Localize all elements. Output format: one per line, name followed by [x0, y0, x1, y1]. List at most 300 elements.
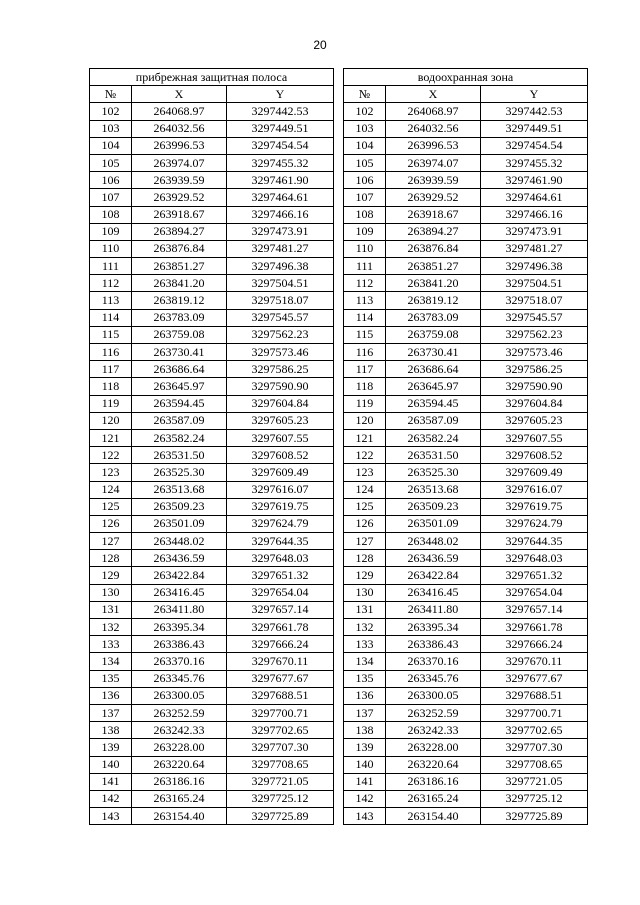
table-row	[344, 326, 588, 343]
table-row	[90, 240, 334, 257]
x-coordinate-cell: 263851.27	[132, 258, 227, 275]
point-number-cell: 139	[344, 739, 386, 756]
point-number-cell: 129	[90, 567, 132, 584]
x-coordinate-cell: 263929.52	[132, 189, 227, 206]
x-coordinate-cell: 263386.43	[386, 636, 481, 653]
point-number-cell: 132	[344, 619, 386, 636]
table-row	[90, 344, 334, 361]
y-coordinate-cell: 3297604.84	[481, 395, 588, 412]
x-coordinate-cell: 263587.09	[132, 412, 227, 429]
table-row	[90, 189, 334, 206]
point-number-cell: 124	[344, 481, 386, 498]
table-row	[344, 412, 588, 429]
y-coordinate-cell: 3297644.35	[481, 533, 588, 550]
point-number-cell: 134	[90, 653, 132, 670]
x-coordinate-cell: 263395.34	[386, 619, 481, 636]
x-coordinate-cell: 263531.50	[132, 447, 227, 464]
table-row	[90, 756, 334, 773]
x-coordinate-cell: 263448.02	[132, 533, 227, 550]
y-coordinate-cell: 3297666.24	[227, 636, 334, 653]
x-coordinate-cell: 263186.16	[386, 773, 481, 790]
point-number-cell: 131	[344, 601, 386, 618]
x-coordinate-cell: 263759.08	[386, 326, 481, 343]
table-row	[344, 464, 588, 481]
x-coordinate-cell: 263939.59	[386, 172, 481, 189]
x-coordinate-cell: 263894.27	[132, 223, 227, 240]
x-coordinate-cell: 263531.50	[386, 447, 481, 464]
table-row	[90, 533, 334, 550]
x-coordinate-cell: 263345.76	[132, 670, 227, 687]
y-coordinate-cell: 3297648.03	[227, 550, 334, 567]
table-row	[90, 653, 334, 670]
x-coordinate-cell: 263929.52	[386, 189, 481, 206]
point-number-cell: 138	[90, 722, 132, 739]
y-coordinate-cell: 3297609.49	[227, 464, 334, 481]
y-coordinate-cell: 3297590.90	[227, 378, 334, 395]
table-row	[344, 378, 588, 395]
y-coordinate-cell: 3297654.04	[227, 584, 334, 601]
table-row	[90, 515, 334, 532]
point-number-cell: 135	[344, 670, 386, 687]
table-row	[90, 258, 334, 275]
y-coordinate-cell: 3297666.24	[481, 636, 588, 653]
y-coordinate-cell: 3297449.51	[227, 120, 334, 137]
table-row	[344, 189, 588, 206]
table-row	[344, 687, 588, 704]
table-row	[90, 808, 334, 825]
point-number-cell: 102	[344, 103, 386, 120]
table-title: водоохранная зона	[344, 69, 588, 86]
x-coordinate-cell: 263422.84	[386, 567, 481, 584]
column-header-y: Y	[227, 86, 334, 103]
y-coordinate-cell: 3297605.23	[481, 412, 588, 429]
point-number-cell: 111	[344, 258, 386, 275]
table-row	[344, 773, 588, 790]
table-row	[90, 172, 334, 189]
point-number-cell: 112	[344, 275, 386, 292]
table-row	[90, 292, 334, 309]
y-coordinate-cell: 3297670.11	[227, 653, 334, 670]
y-coordinate-cell: 3297481.27	[481, 240, 588, 257]
y-coordinate-cell: 3297707.30	[227, 739, 334, 756]
table-row	[90, 636, 334, 653]
x-coordinate-cell: 263686.64	[132, 361, 227, 378]
table-row	[90, 103, 334, 120]
table-row	[90, 687, 334, 704]
point-number-cell: 119	[344, 395, 386, 412]
table-row	[344, 756, 588, 773]
x-coordinate-cell: 263436.59	[386, 550, 481, 567]
y-coordinate-cell: 3297708.65	[481, 756, 588, 773]
point-number-cell: 139	[90, 739, 132, 756]
y-coordinate-cell: 3297651.32	[481, 567, 588, 584]
y-coordinate-cell: 3297688.51	[481, 687, 588, 704]
y-coordinate-cell: 3297466.16	[481, 206, 588, 223]
x-coordinate-cell: 263918.67	[132, 206, 227, 223]
table-row	[90, 361, 334, 378]
point-number-cell: 138	[344, 722, 386, 739]
table-row	[90, 722, 334, 739]
y-coordinate-cell: 3297648.03	[481, 550, 588, 567]
y-coordinate-cell: 3297464.61	[481, 189, 588, 206]
point-number-cell: 105	[344, 154, 386, 171]
table-row	[344, 498, 588, 515]
point-number-cell: 133	[344, 636, 386, 653]
x-coordinate-cell: 263594.45	[386, 395, 481, 412]
y-coordinate-cell: 3297455.32	[481, 154, 588, 171]
y-coordinate-cell: 3297590.90	[481, 378, 588, 395]
y-coordinate-cell: 3297700.71	[481, 704, 588, 721]
x-coordinate-cell: 263422.84	[132, 567, 227, 584]
table-row	[344, 739, 588, 756]
y-coordinate-cell: 3297661.78	[227, 619, 334, 636]
y-coordinate-cell: 3297573.46	[481, 344, 588, 361]
y-coordinate-cell: 3297661.78	[481, 619, 588, 636]
x-coordinate-cell: 263582.24	[132, 429, 227, 446]
table-row	[90, 550, 334, 567]
x-coordinate-cell: 263436.59	[132, 550, 227, 567]
table-row	[344, 447, 588, 464]
table-row	[90, 378, 334, 395]
y-coordinate-cell: 3297518.07	[227, 292, 334, 309]
table-row	[344, 619, 588, 636]
point-number-cell: 136	[344, 687, 386, 704]
x-coordinate-cell: 263228.00	[132, 739, 227, 756]
x-coordinate-cell: 263525.30	[132, 464, 227, 481]
y-coordinate-cell: 3297721.05	[481, 773, 588, 790]
x-coordinate-cell: 263154.40	[386, 808, 481, 825]
point-number-cell: 127	[344, 533, 386, 550]
point-number-cell: 120	[344, 412, 386, 429]
x-coordinate-cell: 263370.16	[132, 653, 227, 670]
point-number-cell: 130	[344, 584, 386, 601]
y-coordinate-cell: 3297707.30	[481, 739, 588, 756]
y-coordinate-cell: 3297624.79	[227, 515, 334, 532]
point-number-cell: 126	[90, 515, 132, 532]
y-coordinate-cell: 3297702.65	[481, 722, 588, 739]
table-row	[90, 206, 334, 223]
table-row	[90, 412, 334, 429]
table-row	[90, 670, 334, 687]
x-coordinate-cell: 263501.09	[132, 515, 227, 532]
x-coordinate-cell: 263228.00	[386, 739, 481, 756]
table-row	[344, 722, 588, 739]
x-coordinate-cell: 263759.08	[132, 326, 227, 343]
table-row	[90, 154, 334, 171]
point-number-cell: 119	[90, 395, 132, 412]
point-number-cell: 111	[90, 258, 132, 275]
x-coordinate-cell: 263730.41	[386, 344, 481, 361]
x-coordinate-cell: 263386.43	[132, 636, 227, 653]
point-number-cell: 123	[344, 464, 386, 481]
y-coordinate-cell: 3297651.32	[227, 567, 334, 584]
table-row	[344, 361, 588, 378]
point-number-cell: 122	[90, 447, 132, 464]
y-coordinate-cell: 3297677.67	[227, 670, 334, 687]
y-coordinate-cell: 3297455.32	[227, 154, 334, 171]
y-coordinate-cell: 3297545.57	[481, 309, 588, 326]
x-coordinate-cell: 263819.12	[132, 292, 227, 309]
point-number-cell: 142	[90, 790, 132, 807]
y-coordinate-cell: 3297473.91	[481, 223, 588, 240]
point-number-cell: 122	[344, 447, 386, 464]
table-row	[344, 292, 588, 309]
x-coordinate-cell: 263370.16	[386, 653, 481, 670]
point-number-cell: 123	[90, 464, 132, 481]
point-number-cell: 115	[344, 326, 386, 343]
x-coordinate-cell: 263509.23	[132, 498, 227, 515]
table-row	[344, 344, 588, 361]
point-number-cell: 136	[90, 687, 132, 704]
x-coordinate-cell: 263841.20	[386, 275, 481, 292]
table-row	[90, 326, 334, 343]
table-row	[344, 584, 588, 601]
x-coordinate-cell: 263918.67	[386, 206, 481, 223]
y-coordinate-cell: 3297461.90	[227, 172, 334, 189]
y-coordinate-cell: 3297573.46	[227, 344, 334, 361]
table-row	[344, 206, 588, 223]
column-header-number: №	[90, 86, 132, 103]
table-row	[344, 172, 588, 189]
x-coordinate-cell: 263252.59	[386, 704, 481, 721]
point-number-cell: 140	[344, 756, 386, 773]
y-coordinate-cell: 3297442.53	[227, 103, 334, 120]
x-coordinate-cell: 263525.30	[386, 464, 481, 481]
point-number-cell: 143	[90, 808, 132, 825]
x-coordinate-cell: 263416.45	[132, 584, 227, 601]
y-coordinate-cell: 3297657.14	[481, 601, 588, 618]
point-number-cell: 129	[344, 567, 386, 584]
point-number-cell: 133	[90, 636, 132, 653]
y-coordinate-cell: 3297449.51	[481, 120, 588, 137]
x-coordinate-cell: 263501.09	[386, 515, 481, 532]
point-number-cell: 125	[344, 498, 386, 515]
x-coordinate-cell: 263851.27	[386, 258, 481, 275]
table-row	[344, 223, 588, 240]
y-coordinate-cell: 3297504.51	[227, 275, 334, 292]
table-row	[344, 240, 588, 257]
table-row	[344, 258, 588, 275]
x-coordinate-cell: 263894.27	[386, 223, 481, 240]
coastal-protection-strip-table	[89, 68, 334, 825]
x-coordinate-cell: 263582.24	[386, 429, 481, 446]
y-coordinate-cell: 3297466.16	[227, 206, 334, 223]
table-row	[344, 120, 588, 137]
x-coordinate-cell: 263252.59	[132, 704, 227, 721]
x-coordinate-cell: 263587.09	[386, 412, 481, 429]
point-number-cell: 105	[90, 154, 132, 171]
table-row	[90, 223, 334, 240]
table-row	[344, 137, 588, 154]
point-number-cell: 104	[344, 137, 386, 154]
y-coordinate-cell: 3297619.75	[227, 498, 334, 515]
y-coordinate-cell: 3297504.51	[481, 275, 588, 292]
table-row	[90, 275, 334, 292]
point-number-cell: 142	[344, 790, 386, 807]
table-row	[344, 515, 588, 532]
point-number-cell: 115	[90, 326, 132, 343]
table-row	[90, 447, 334, 464]
point-number-cell: 121	[90, 429, 132, 446]
point-number-cell: 110	[344, 240, 386, 257]
y-coordinate-cell: 3297545.57	[227, 309, 334, 326]
x-coordinate-cell: 263783.09	[132, 309, 227, 326]
point-number-cell: 103	[90, 120, 132, 137]
point-number-cell: 137	[344, 704, 386, 721]
y-coordinate-cell: 3297725.89	[481, 808, 588, 825]
y-coordinate-cell: 3297473.91	[227, 223, 334, 240]
point-number-cell: 126	[344, 515, 386, 532]
point-number-cell: 120	[90, 412, 132, 429]
x-coordinate-cell: 263345.76	[386, 670, 481, 687]
table-title: прибрежная защитная полоса	[90, 69, 334, 86]
point-number-cell: 124	[90, 481, 132, 498]
table-row	[344, 790, 588, 807]
point-number-cell: 141	[90, 773, 132, 790]
y-coordinate-cell: 3297604.84	[227, 395, 334, 412]
page-number: 20	[313, 38, 327, 52]
y-coordinate-cell: 3297609.49	[481, 464, 588, 481]
table-row	[90, 619, 334, 636]
y-coordinate-cell: 3297518.07	[481, 292, 588, 309]
table-row	[344, 275, 588, 292]
y-coordinate-cell: 3297616.07	[227, 481, 334, 498]
x-coordinate-cell: 263996.53	[386, 137, 481, 154]
x-coordinate-cell: 264032.56	[132, 120, 227, 137]
x-coordinate-cell: 263186.16	[132, 773, 227, 790]
point-number-cell: 114	[344, 309, 386, 326]
table-row	[90, 739, 334, 756]
y-coordinate-cell: 3297725.12	[227, 790, 334, 807]
point-number-cell: 132	[90, 619, 132, 636]
y-coordinate-cell: 3297586.25	[481, 361, 588, 378]
y-coordinate-cell: 3297608.52	[227, 447, 334, 464]
point-number-cell: 103	[344, 120, 386, 137]
x-coordinate-cell: 263411.80	[132, 601, 227, 618]
x-coordinate-cell: 263876.84	[386, 240, 481, 257]
table-row	[344, 636, 588, 653]
point-number-cell: 109	[90, 223, 132, 240]
y-coordinate-cell: 3297562.23	[227, 326, 334, 343]
point-number-cell: 106	[344, 172, 386, 189]
y-coordinate-cell: 3297624.79	[481, 515, 588, 532]
point-number-cell: 128	[90, 550, 132, 567]
y-coordinate-cell: 3297496.38	[227, 258, 334, 275]
y-coordinate-cell: 3297644.35	[227, 533, 334, 550]
x-coordinate-cell: 263783.09	[386, 309, 481, 326]
y-coordinate-cell: 3297461.90	[481, 172, 588, 189]
y-coordinate-cell: 3297688.51	[227, 687, 334, 704]
point-number-cell: 135	[90, 670, 132, 687]
y-coordinate-cell: 3297496.38	[481, 258, 588, 275]
point-number-cell: 116	[90, 344, 132, 361]
point-number-cell: 104	[90, 137, 132, 154]
table-row	[344, 704, 588, 721]
x-coordinate-cell: 263165.24	[132, 790, 227, 807]
table-row	[90, 137, 334, 154]
table-row	[90, 704, 334, 721]
table-row	[344, 601, 588, 618]
point-number-cell: 110	[90, 240, 132, 257]
point-number-cell: 113	[344, 292, 386, 309]
x-coordinate-cell: 263513.68	[132, 481, 227, 498]
table-row	[90, 601, 334, 618]
y-coordinate-cell: 3297442.53	[481, 103, 588, 120]
point-number-cell: 141	[344, 773, 386, 790]
y-coordinate-cell: 3297607.55	[227, 429, 334, 446]
x-coordinate-cell: 263416.45	[386, 584, 481, 601]
y-coordinate-cell: 3297677.67	[481, 670, 588, 687]
x-coordinate-cell: 263819.12	[386, 292, 481, 309]
point-number-cell: 125	[90, 498, 132, 515]
table-row	[90, 309, 334, 326]
x-coordinate-cell: 263876.84	[132, 240, 227, 257]
point-number-cell: 108	[90, 206, 132, 223]
column-header-x: X	[386, 86, 481, 103]
x-coordinate-cell: 263841.20	[132, 275, 227, 292]
x-coordinate-cell: 263513.68	[386, 481, 481, 498]
table-row	[344, 154, 588, 171]
table-row	[344, 429, 588, 446]
x-coordinate-cell: 263220.64	[386, 756, 481, 773]
table-row	[90, 429, 334, 446]
table-row	[90, 481, 334, 498]
table-row	[90, 567, 334, 584]
table-row	[90, 773, 334, 790]
x-coordinate-cell: 263242.33	[132, 722, 227, 739]
x-coordinate-cell: 263939.59	[132, 172, 227, 189]
point-number-cell: 130	[90, 584, 132, 601]
y-coordinate-cell: 3297725.89	[227, 808, 334, 825]
y-coordinate-cell: 3297605.23	[227, 412, 334, 429]
point-number-cell: 128	[344, 550, 386, 567]
column-header-x: X	[132, 86, 227, 103]
point-number-cell: 118	[344, 378, 386, 395]
y-coordinate-cell: 3297708.65	[227, 756, 334, 773]
y-coordinate-cell: 3297702.65	[227, 722, 334, 739]
table-row	[344, 309, 588, 326]
point-number-cell: 107	[344, 189, 386, 206]
x-coordinate-cell: 264032.56	[386, 120, 481, 137]
point-number-cell: 114	[90, 309, 132, 326]
point-number-cell: 131	[90, 601, 132, 618]
column-header-number: №	[344, 86, 386, 103]
x-coordinate-cell: 264068.97	[386, 103, 481, 120]
table-row	[344, 533, 588, 550]
x-coordinate-cell: 263509.23	[386, 498, 481, 515]
point-number-cell: 117	[90, 361, 132, 378]
x-coordinate-cell: 263996.53	[132, 137, 227, 154]
x-coordinate-cell: 263974.07	[386, 154, 481, 171]
table-row	[90, 584, 334, 601]
x-coordinate-cell: 263242.33	[386, 722, 481, 739]
point-number-cell: 116	[344, 344, 386, 361]
table-row	[90, 395, 334, 412]
point-number-cell: 106	[90, 172, 132, 189]
table-row	[90, 790, 334, 807]
y-coordinate-cell: 3297607.55	[481, 429, 588, 446]
table-row	[344, 670, 588, 687]
table-row	[344, 550, 588, 567]
x-coordinate-cell: 264068.97	[132, 103, 227, 120]
y-coordinate-cell: 3297700.71	[227, 704, 334, 721]
y-coordinate-cell: 3297562.23	[481, 326, 588, 343]
x-coordinate-cell: 263448.02	[386, 533, 481, 550]
table-row	[344, 567, 588, 584]
y-coordinate-cell: 3297657.14	[227, 601, 334, 618]
x-coordinate-cell: 263300.05	[386, 687, 481, 704]
point-number-cell: 140	[90, 756, 132, 773]
